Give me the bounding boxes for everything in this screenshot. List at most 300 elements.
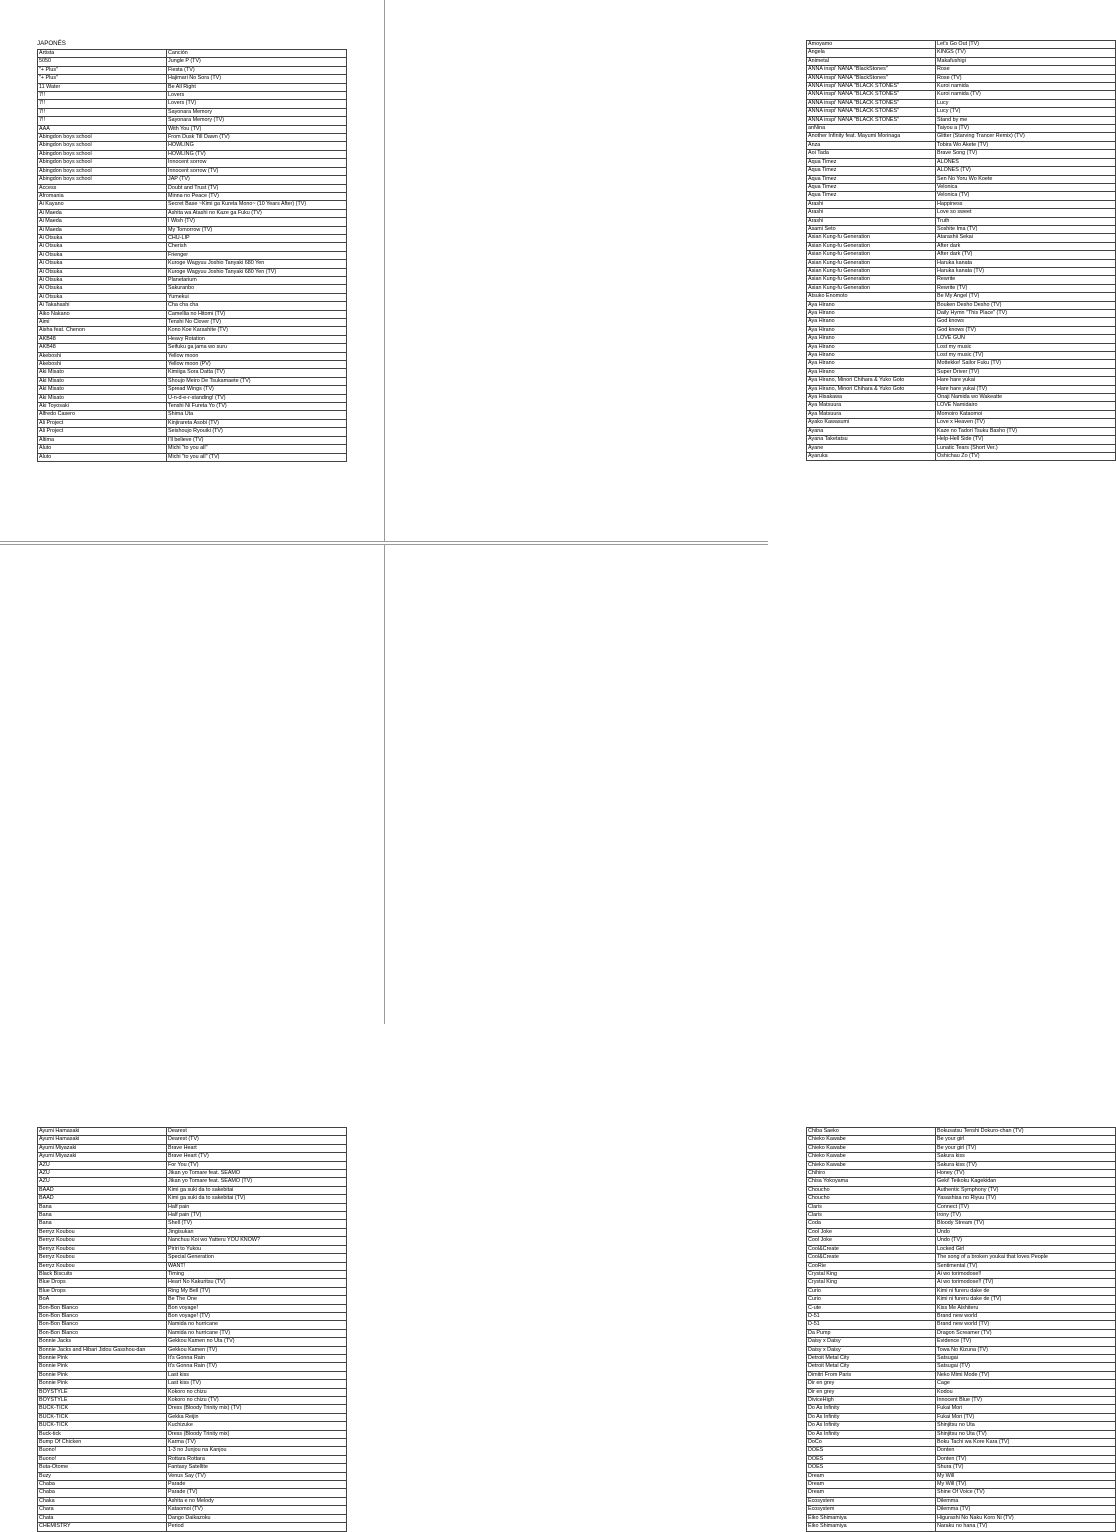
song-cell: Shima Uta — [167, 411, 347, 419]
song-cell: I Wish (TV) — [167, 218, 347, 226]
song-cell: God knows (TV) — [936, 326, 1116, 334]
table-row — [38, 159, 347, 167]
song-cell: Donten (TV) — [936, 1455, 1116, 1463]
artist-cell: Bana — [38, 1203, 167, 1211]
song-cell: Fukai Mori — [936, 1405, 1116, 1413]
table-row — [807, 1270, 1116, 1278]
table-row — [38, 285, 347, 293]
table-row — [38, 1405, 347, 1413]
artist-cell: Aya Hirano — [807, 310, 936, 318]
artist-cell: Ayumi Miyazaki — [38, 1144, 167, 1152]
table-row — [38, 1178, 347, 1186]
artist-cell: Aluto — [38, 453, 167, 461]
artist-cell: ANNA inspi' NANA "BLACK STONES" — [807, 91, 936, 99]
artist-cell: Ali Project — [38, 428, 167, 436]
table-row — [807, 116, 1116, 124]
artist-cell: Anza — [807, 141, 936, 149]
artist-cell: Asian Kung-fu Generation — [807, 284, 936, 292]
table-row — [38, 1279, 347, 1287]
table-row — [807, 377, 1116, 385]
table-row — [807, 150, 1116, 158]
artist-cell: C-ute — [807, 1304, 936, 1312]
song-cell: Seishoujo Ryouiki (TV) — [167, 428, 347, 436]
song-cell: Michi "to you all" (TV) — [167, 453, 347, 461]
song-table — [37, 49, 347, 462]
song-cell: Happiness — [936, 200, 1116, 208]
song-cell: The song of a broken youkai that loves People — [936, 1254, 1116, 1262]
document-page-3 — [0, 544, 385, 1530]
table-row — [807, 1254, 1116, 1262]
song-cell: Rottara Rottara — [167, 1455, 347, 1463]
table-row — [38, 1329, 347, 1337]
song-cell: Jungle P (TV) — [167, 58, 347, 66]
artist-cell: Chihiro — [807, 1170, 936, 1178]
song-cell: Dragon Screamer (TV) — [936, 1329, 1116, 1337]
artist-cell: AZU — [38, 1178, 167, 1186]
song-cell: Satsugai — [936, 1354, 1116, 1362]
artist-cell: Asami Seto — [807, 225, 936, 233]
song-cell: Brave Song (TV) — [936, 150, 1116, 158]
artist-cell: Chata — [38, 1514, 167, 1522]
artist-cell: Aiko Nakano — [38, 310, 167, 318]
song-cell: Heart No Kakuritsu (TV) — [167, 1279, 347, 1287]
song-cell: It's Gonna Rain — [167, 1354, 347, 1362]
table-row — [807, 1220, 1116, 1228]
table-row — [38, 1262, 347, 1270]
table-row — [807, 1279, 1116, 1287]
table-row — [38, 1220, 347, 1228]
table-row — [38, 403, 347, 411]
song-cell: Love x Heaven (TV) — [936, 419, 1116, 427]
song-cell: Yellow moon — [167, 352, 347, 360]
song-cell: Love so sweet — [936, 209, 1116, 217]
song-cell: Special Generation — [167, 1254, 347, 1262]
artist-cell: Berryz Koubou — [38, 1245, 167, 1253]
song-cell: Frienger — [167, 251, 347, 259]
table-row — [38, 108, 347, 116]
song-cell: Spread Wings (TV) — [167, 386, 347, 394]
artist-cell: Ayana — [807, 427, 936, 435]
song-cell: Be My Angel (TV) — [936, 293, 1116, 301]
artist-cell: Crystal King — [807, 1270, 936, 1278]
artist-cell: 7!! — [38, 92, 167, 100]
song-cell: Naraku no hana (TV) — [936, 1523, 1116, 1531]
table-row — [807, 318, 1116, 326]
song-cell: Higurashi No Naku Koro Ni (TV) — [936, 1514, 1116, 1522]
artist-cell: Chaba — [38, 1489, 167, 1497]
artist-cell: Ai Otsuka — [38, 276, 167, 284]
song-cell: Shoujo Meiro De Tsukamaete (TV) — [167, 377, 347, 385]
table-row — [807, 125, 1116, 133]
table-row — [807, 1481, 1116, 1489]
table-row — [38, 1514, 347, 1522]
table-row — [38, 411, 347, 419]
artist-cell: Ayumi Miyazaki — [38, 1153, 167, 1161]
artist-cell: AKB48 — [38, 335, 167, 343]
song-cell: ALONES (TV) — [936, 167, 1116, 175]
table-row — [38, 58, 347, 66]
song-cell: Hajimari No Sora (TV) — [167, 75, 347, 83]
artist-cell: BAAD — [38, 1186, 167, 1194]
table-row — [38, 310, 347, 318]
artist-cell: Asian Kung-fu Generation — [807, 234, 936, 242]
song-cell: Kataomoi (TV) — [167, 1506, 347, 1514]
table-row — [807, 1397, 1116, 1405]
table-row — [38, 386, 347, 394]
song-cell: After dark — [936, 242, 1116, 250]
song-cell: Let's Go Out (TV) — [936, 41, 1116, 49]
song-cell: Innocent Blue (TV) — [936, 1397, 1116, 1405]
artist-cell: Bonnie Jacks — [38, 1338, 167, 1346]
artist-cell: Chisa Yokoyama — [807, 1178, 936, 1186]
song-cell: Haruka kanata — [936, 259, 1116, 267]
song-cell: Kimiiga Sora Datta (TV) — [167, 369, 347, 377]
artist-cell: Dimitri From Paris — [807, 1371, 936, 1379]
table-row — [807, 419, 1116, 427]
table-row — [38, 1371, 347, 1379]
song-cell: Tenshi Ni Fureta Yo (TV) — [167, 403, 347, 411]
table-row — [38, 319, 347, 327]
table-row — [807, 1447, 1116, 1455]
table-row — [807, 1472, 1116, 1480]
table-row — [38, 201, 347, 209]
song-cell: Dress (Bloody Trinity mix) — [167, 1430, 347, 1438]
table-row — [807, 1296, 1116, 1304]
artist-column-header: Artista — [38, 50, 167, 58]
song-cell: It's Gonna Rain (TV) — [167, 1363, 347, 1371]
table-row — [38, 260, 347, 268]
song-cell: Michi "to you all" — [167, 445, 347, 453]
table-row — [807, 1144, 1116, 1152]
table-row — [807, 1388, 1116, 1396]
artist-cell: Arashi — [807, 209, 936, 217]
table-row — [807, 1371, 1116, 1379]
artist-cell: Ai Takahashi — [38, 302, 167, 310]
table-row — [38, 1296, 347, 1304]
artist-cell: Do As Infinity — [807, 1422, 936, 1430]
song-cell: Minna no Peace (TV) — [167, 192, 347, 200]
song-cell: Oshichau Zo (TV) — [936, 452, 1116, 460]
artist-cell: BOYSTYLE — [38, 1388, 167, 1396]
table-row — [807, 1321, 1116, 1329]
song-cell: Gekkou Kamen no Uta (TV) — [167, 1338, 347, 1346]
artist-cell: Daisy x Daisy — [807, 1338, 936, 1346]
song-cell: Neko Mimi Mode (TV) — [936, 1371, 1116, 1379]
song-cell: Bloody Stream (TV) — [936, 1220, 1116, 1228]
table-row — [38, 167, 347, 175]
song-cell: Shine Of Voice (TV) — [936, 1489, 1116, 1497]
artist-cell: Ai Otsuka — [38, 293, 167, 301]
artist-cell: Berryz Koubou — [38, 1262, 167, 1270]
table-row — [807, 108, 1116, 116]
table-row — [38, 1489, 347, 1497]
artist-cell: AZU — [38, 1170, 167, 1178]
song-cell: JAP (TV) — [167, 176, 347, 184]
song-cell: Kaze no Tadori Tsuku Basho (TV) — [936, 427, 1116, 435]
artist-cell: Asian Kung-fu Generation — [807, 251, 936, 259]
artist-cell: Asian Kung-fu Generation — [807, 242, 936, 250]
artist-cell: Choucho — [807, 1186, 936, 1194]
artist-cell: Aki Toyosaki — [38, 403, 167, 411]
song-cell: Shell (TV) — [167, 1220, 347, 1228]
artist-cell: Chieko Kawabe — [807, 1144, 936, 1152]
song-cell: Timing — [167, 1270, 347, 1278]
table-row — [38, 302, 347, 310]
song-cell: Jikan yo Tomare feat. SEAMO (TV) — [167, 1178, 347, 1186]
table-row — [38, 125, 347, 133]
table-row — [807, 1455, 1116, 1463]
song-cell: Dearest (TV) — [167, 1136, 347, 1144]
song-cell: CHU-LIP — [167, 234, 347, 242]
song-cell: Momoiro Kataomoi — [936, 410, 1116, 418]
song-cell: Undo (TV) — [936, 1237, 1116, 1245]
table-row — [807, 1506, 1116, 1514]
table-row — [38, 335, 347, 343]
artist-cell: Ai Kayano — [38, 201, 167, 209]
artist-cell: Cool&Create — [807, 1254, 936, 1262]
artist-cell: Crystal King — [807, 1279, 936, 1287]
table-row — [38, 1287, 347, 1295]
artist-cell: 11 Water — [38, 83, 167, 91]
artist-cell: Dream — [807, 1489, 936, 1497]
artist-cell: Abingdon boys school — [38, 142, 167, 150]
song-cell: Boku Tachi wa Kore Kara (TV) — [936, 1439, 1116, 1447]
table-row — [38, 1397, 347, 1405]
table-row — [807, 183, 1116, 191]
song-cell: Last kiss (TV) — [167, 1380, 347, 1388]
artist-cell: AKB48 — [38, 344, 167, 352]
artist-cell: Ai Maeda — [38, 226, 167, 234]
table-row — [807, 1228, 1116, 1236]
song-cell: Dilemma — [936, 1497, 1116, 1505]
table-row — [38, 1237, 347, 1245]
song-cell: Period — [167, 1523, 347, 1531]
table-row — [807, 66, 1116, 74]
table-row — [38, 1413, 347, 1421]
table-row — [807, 209, 1116, 217]
table-row — [807, 41, 1116, 49]
song-cell: Doubt and Trust (TV) — [167, 184, 347, 192]
artist-cell: Detroit Metal City — [807, 1354, 936, 1362]
song-cell: Authentic Symphony (TV) — [936, 1186, 1116, 1194]
artist-cell: Eiko Shimamiya — [807, 1523, 936, 1531]
table-row — [38, 268, 347, 276]
song-cell: Lucy — [936, 99, 1116, 107]
table-row — [38, 1346, 347, 1354]
song-cell: Kimi ni fureru dake de — [936, 1287, 1116, 1295]
table-row — [38, 377, 347, 385]
song-cell: Dress (Bloody Trinity mix) (TV) — [167, 1405, 347, 1413]
song-cell: Kokoro no chizu (TV) — [167, 1397, 347, 1405]
artist-cell: Ecosystem — [807, 1497, 936, 1505]
table-row — [38, 1186, 347, 1194]
song-cell: Kuroge Wagyuu Joshio Tanyaki 680 Yen — [167, 260, 347, 268]
table-row — [807, 1178, 1116, 1186]
song-cell: For You (TV) — [167, 1161, 347, 1169]
song-cell: Nanchuu Koi wo Yatteru YOU KNOW? — [167, 1237, 347, 1245]
song-cell: Sayonara Memory (TV) — [167, 117, 347, 125]
table-row — [38, 1338, 347, 1346]
table-row — [38, 1228, 347, 1236]
song-cell: Parade (TV) — [167, 1489, 347, 1497]
artist-cell: DOES — [807, 1455, 936, 1463]
table-row — [38, 150, 347, 158]
table-row — [38, 92, 347, 100]
song-cell: Secret Base ~Kimi ga Kureta Mono~ (10 Years After) (TV) — [167, 201, 347, 209]
table-row — [807, 1489, 1116, 1497]
artist-cell: "+ Plus" — [38, 75, 167, 83]
table-row — [38, 361, 347, 369]
table-row — [807, 74, 1116, 82]
artist-cell: Buono! — [38, 1447, 167, 1455]
song-cell: Makafushigi — [936, 57, 1116, 65]
table-row — [38, 184, 347, 192]
table-row — [38, 1363, 347, 1371]
song-cell: Sakuranbo — [167, 285, 347, 293]
song-cell: Haruka kanata (TV) — [936, 267, 1116, 275]
song-cell: Namida no hurricane (TV) — [167, 1329, 347, 1337]
artist-cell: Access — [38, 184, 167, 192]
song-cell: Bokusatsu Tenshi Dokuro-chan (TV) — [936, 1128, 1116, 1136]
artist-cell: Bana — [38, 1212, 167, 1220]
artist-cell: Aya Hirano — [807, 326, 936, 334]
artist-cell: Asian Kung-fu Generation — [807, 259, 936, 267]
song-cell: My Will (TV) — [936, 1481, 1116, 1489]
artist-cell: Atsuko Enomoto — [807, 293, 936, 301]
song-cell: Planetarium — [167, 276, 347, 284]
artist-cell: Chaka — [38, 1497, 167, 1505]
artist-cell: Aya Hirano, Minori Chihara & Yuko Goto — [807, 377, 936, 385]
song-cell: Daily Hymn "This Place" (TV) — [936, 310, 1116, 318]
artist-cell: Bonnie Pink — [38, 1371, 167, 1379]
artist-cell: AZU — [38, 1161, 167, 1169]
artist-cell: Abingdon boys school — [38, 176, 167, 184]
artist-cell: DOES — [807, 1447, 936, 1455]
artist-cell: Black Biscuits — [38, 1270, 167, 1278]
table-row — [38, 100, 347, 108]
song-cell: Ai wo torimodose!! — [936, 1270, 1116, 1278]
artist-cell: Cool Joke — [807, 1237, 936, 1245]
artist-cell: Aya Hisakawa — [807, 394, 936, 402]
artist-cell: Aoi Tada — [807, 150, 936, 158]
table-row — [807, 1195, 1116, 1203]
artist-cell: Bonnie Jacks and Hibari Jidou Gasshou-dan — [38, 1346, 167, 1354]
song-cell: Lost my music — [936, 343, 1116, 351]
artist-cell: Ecosystem — [807, 1506, 936, 1514]
artist-cell: Aya Hirano — [807, 343, 936, 351]
table-row — [38, 1506, 347, 1514]
table-row — [38, 344, 347, 352]
artist-cell: Akeboshi — [38, 352, 167, 360]
song-cell: Tenshi No Clover (TV) — [167, 319, 347, 327]
table-row — [38, 226, 347, 234]
artist-cell: ANNA inspi' NANA "BLACK STONES" — [807, 83, 936, 91]
table-row — [38, 436, 347, 444]
song-cell: Kuchizuke — [167, 1422, 347, 1430]
table-row — [807, 1439, 1116, 1447]
song-cell: Velonica (TV) — [936, 192, 1116, 200]
song-cell: Connect (TV) — [936, 1203, 1116, 1211]
song-cell: Ashita wa Atashi no Kaze ga Fuku (TV) — [167, 209, 347, 217]
artist-cell: Aqua Timez — [807, 158, 936, 166]
document-page-1 — [0, 0, 385, 542]
table-row — [807, 360, 1116, 368]
song-cell: Fukai Mori (TV) — [936, 1413, 1116, 1421]
song-cell: Sayonara Memory — [167, 108, 347, 116]
artist-cell: Abingdon boys school — [38, 167, 167, 175]
song-column-header: Canción — [167, 50, 347, 58]
table-row — [38, 293, 347, 301]
song-cell: Camellia no Hitomi (TV) — [167, 310, 347, 318]
song-cell: Half pain (TV) — [167, 1212, 347, 1220]
table-row — [38, 369, 347, 377]
song-cell: Stand by me — [936, 116, 1116, 124]
table-row — [807, 335, 1116, 343]
table-row — [807, 452, 1116, 460]
artist-cell: Aqua Timez — [807, 183, 936, 191]
artist-cell: Do As Infinity — [807, 1405, 936, 1413]
table-row — [807, 1413, 1116, 1421]
table-row — [807, 200, 1116, 208]
artist-cell: Aisha feat. Chenon — [38, 327, 167, 335]
table-row — [807, 352, 1116, 360]
table-row — [38, 134, 347, 142]
artist-cell: Bonnie Pink — [38, 1363, 167, 1371]
artist-cell: Aya Hirano — [807, 301, 936, 309]
song-cell: HOWLING (TV) — [167, 150, 347, 158]
artist-cell: Aqua Timez — [807, 192, 936, 200]
artist-cell: Bonnie Pink — [38, 1380, 167, 1388]
song-cell: Ashita e no Melody — [167, 1497, 347, 1505]
song-cell: U-n-d-e-r-standing! (TV) — [167, 394, 347, 402]
table-row — [807, 343, 1116, 351]
table-row — [807, 225, 1116, 233]
artist-cell: ANNA inspi' NANA "BLACK STONES" — [807, 116, 936, 124]
artist-cell: Animetal — [807, 57, 936, 65]
song-cell: Soshite Ima (TV) — [936, 225, 1116, 233]
artist-cell: 7!! — [38, 100, 167, 108]
song-cell: Velonica — [936, 183, 1116, 191]
artist-cell: Coda — [807, 1220, 936, 1228]
table-row — [807, 167, 1116, 175]
table-row — [38, 218, 347, 226]
table-row — [38, 327, 347, 335]
artist-cell: Buono! — [38, 1455, 167, 1463]
artist-cell: ANNA inspi' NANA "BlackStones" — [807, 74, 936, 82]
table-row — [38, 1170, 347, 1178]
table-row — [38, 352, 347, 360]
table-row — [38, 1195, 347, 1203]
table-row — [807, 192, 1116, 200]
table-row — [807, 1128, 1116, 1136]
artist-cell: Ai Maeda — [38, 209, 167, 217]
artist-cell: Claris — [807, 1212, 936, 1220]
artist-cell: Da Pump — [807, 1329, 936, 1337]
artist-cell: Bon-Bon Blanco — [38, 1321, 167, 1329]
artist-cell: Curio — [807, 1287, 936, 1295]
song-cell: Mottekke! Sailor Fuku (TV) — [936, 360, 1116, 368]
artist-cell: Aya Matsuura — [807, 402, 936, 410]
song-cell: Hare hare yukai (TV) — [936, 385, 1116, 393]
song-cell: Bon voyage! — [167, 1304, 347, 1312]
song-cell: God knows — [936, 318, 1116, 326]
song-cell: Satsugai (TV) — [936, 1363, 1116, 1371]
song-cell: 1-3 no Junjou na Kanjou — [167, 1447, 347, 1455]
artist-cell: Blue Drops — [38, 1279, 167, 1287]
artist-cell: Ai Otsuka — [38, 243, 167, 251]
song-cell: Atarashii Sekai — [936, 234, 1116, 242]
song-cell: Brave Heart (TV) — [167, 1153, 347, 1161]
